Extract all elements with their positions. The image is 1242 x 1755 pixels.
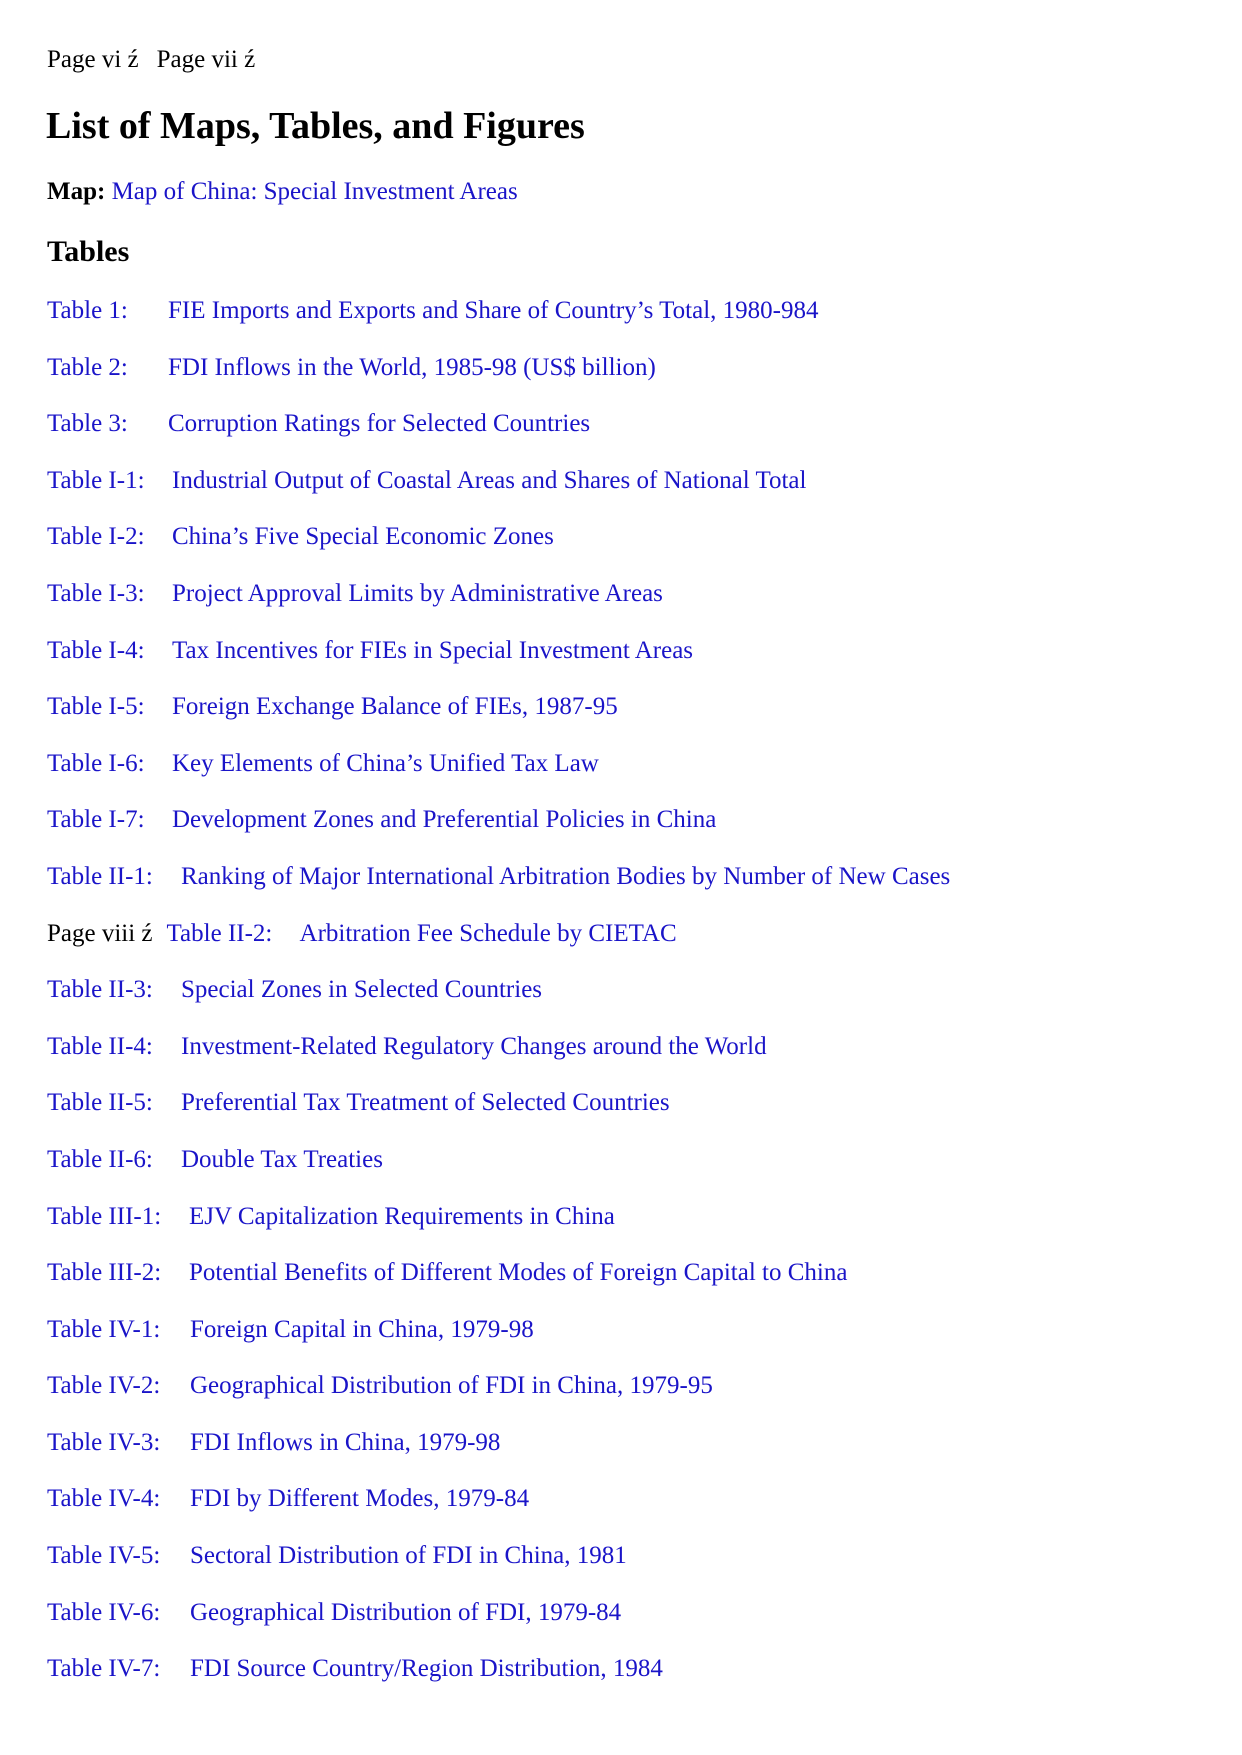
table-title-link[interactable]: Arbitration Fee Schedule by CIETAC (299, 919, 677, 947)
table-title-link[interactable]: Development Zones and Preferential Policies in China (172, 806, 717, 834)
table-entry (47, 974, 950, 1031)
table-number-link[interactable]: Table IV-4: (47, 1485, 161, 1513)
table-title-link[interactable]: Ranking of Major International Arbitration Bodies by Number of New Cases (181, 862, 951, 890)
table-title-link[interactable]: Key Elements of China’s Unified Tax Law (172, 749, 599, 777)
table-entry (47, 1144, 950, 1201)
table-number-link[interactable]: Table I-5: (47, 693, 145, 721)
table-entry (47, 1540, 950, 1597)
table-title-link[interactable]: Tax Incentives for FIEs in Special Investment Areas (172, 636, 694, 664)
tables-list (47, 295, 950, 1710)
table-title-link[interactable]: Industrial Output of Coastal Areas and Shares of National Total (172, 466, 807, 494)
table-title-link[interactable]: FDI Source Country/Region Distribution, 1984 (190, 1655, 663, 1683)
table-entry (47, 352, 950, 409)
table-entry (47, 1201, 950, 1258)
map-label: Map: (47, 178, 106, 205)
table-number-link[interactable]: Table 3: (47, 410, 128, 438)
table-number-link[interactable]: Table II-2: (166, 919, 273, 947)
table-entry (47, 521, 950, 578)
table-entry (47, 691, 950, 748)
table-number-link[interactable]: Table I-3: (47, 579, 145, 607)
table-number-link[interactable]: Table II-4: (47, 1032, 153, 1060)
map-entry (47, 176, 518, 208)
table-number-link[interactable]: Table IV-6: (47, 1598, 161, 1626)
table-entry (47, 1314, 950, 1371)
table-entry (47, 1257, 950, 1314)
table-title-link[interactable]: FDI Inflows in China, 1979-98 (190, 1428, 501, 1456)
page-title: List of Maps, Tables, and Figures (46, 105, 585, 147)
table-title-link[interactable]: FDI by Different Modes, 1979-84 (190, 1485, 530, 1513)
page-markers (47, 44, 255, 76)
table-title-link[interactable]: Investment-Related Regulatory Changes around the World (181, 1032, 767, 1060)
table-title-link[interactable]: Preferential Tax Treatment of Selected Countries (181, 1089, 670, 1117)
table-entry (47, 804, 950, 861)
table-entry (47, 1031, 950, 1088)
table-number-link[interactable]: Table III-2: (47, 1259, 162, 1287)
table-number-link[interactable]: Table I-4: (47, 636, 145, 664)
table-number-link[interactable]: Table I-7: (47, 806, 145, 834)
table-entry (47, 635, 950, 692)
page-marker-viii: Page viii ź (47, 919, 153, 947)
table-entry (47, 918, 950, 975)
table-title-link[interactable]: Geographical Distribution of FDI, 1979-84 (190, 1598, 622, 1626)
table-entry (47, 748, 950, 805)
table-title-link[interactable]: FDI Inflows in the World, 1985-98 (US$ billion) (168, 353, 656, 381)
table-title-link[interactable]: Project Approval Limits by Administrative Areas (172, 579, 663, 607)
table-title-link[interactable]: Corruption Ratings for Selected Countries (168, 410, 591, 438)
table-entry (47, 1483, 950, 1540)
table-title-link[interactable]: Foreign Exchange Balance of FIEs, 1987-95 (172, 693, 618, 721)
table-title-link[interactable]: Double Tax Treaties (181, 1145, 383, 1173)
table-entry (47, 1427, 950, 1484)
table-number-link[interactable]: Table II-3: (47, 976, 153, 1004)
table-entry (47, 465, 950, 522)
table-title-link[interactable]: Potential Benefits of Different Modes of Foreign Capital to China (189, 1259, 848, 1287)
map-link[interactable]: Map of China: Special Investment Areas (111, 178, 518, 205)
table-title-link[interactable]: EJV Capitalization Requirements in China (189, 1202, 615, 1230)
table-title-link[interactable]: Geographical Distribution of FDI in China, 1979-95 (190, 1372, 713, 1400)
table-number-link[interactable]: Table III-1: (47, 1202, 162, 1230)
table-number-link[interactable]: Table II-1: (47, 862, 153, 890)
table-number-link[interactable]: Table IV-7: (47, 1655, 161, 1683)
table-title-link[interactable]: Sectoral Distribution of FDI in China, 1981 (190, 1542, 627, 1570)
table-entry (47, 861, 950, 918)
table-title-link[interactable]: Foreign Capital in China, 1979-98 (190, 1315, 534, 1343)
table-title-link[interactable]: FIE Imports and Exports and Share of Country’s Total, 1980-984 (168, 297, 819, 324)
table-title-link[interactable]: China’s Five Special Economic Zones (172, 523, 554, 551)
page-marker-vi: Page vi ź (47, 46, 139, 73)
table-entry (47, 578, 950, 635)
table-number-link[interactable]: Table I-6: (47, 749, 145, 777)
table-number-link[interactable]: Table I-2: (47, 523, 145, 551)
table-title-link[interactable]: Special Zones in Selected Countries (181, 976, 543, 1004)
table-number-link[interactable]: Table II-5: (47, 1089, 153, 1117)
table-entry (47, 1087, 950, 1144)
tables-heading: Tables (47, 235, 130, 268)
table-number-link[interactable]: Table I-1: (47, 466, 145, 494)
table-number-link[interactable]: Table IV-2: (47, 1372, 161, 1400)
table-number-link[interactable]: Table 2: (47, 353, 128, 381)
table-number-link[interactable]: Table IV-1: (47, 1315, 161, 1343)
table-entry (47, 295, 950, 352)
table-entry (47, 1370, 950, 1427)
table-number-link[interactable]: Table IV-5: (47, 1542, 161, 1570)
table-number-link[interactable]: Table IV-3: (47, 1428, 161, 1456)
table-number-link[interactable]: Table II-6: (47, 1145, 153, 1173)
table-entry (47, 1597, 950, 1654)
table-entry (47, 408, 950, 465)
table-number-link[interactable]: Table 1: (47, 297, 128, 324)
table-entry (47, 1653, 950, 1710)
page-marker-vii: Page vii ź (156, 46, 256, 73)
